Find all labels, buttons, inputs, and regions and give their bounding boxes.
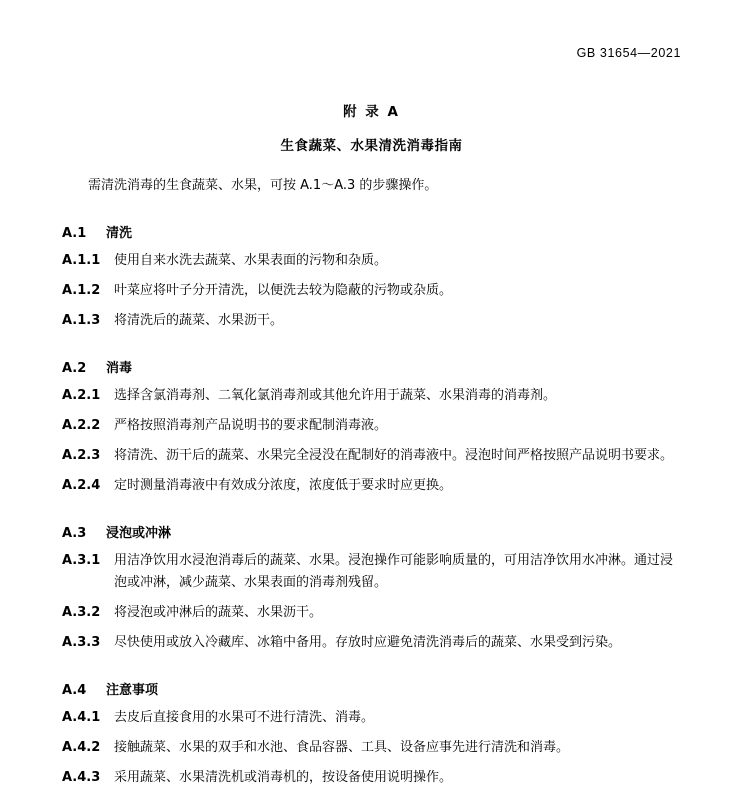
clause-a2-1 bbox=[62, 385, 681, 406]
clause-a1-3 bbox=[62, 310, 681, 331]
clause-text: 严格按照消毒剂产品说明书的要求配制消毒液。 bbox=[114, 418, 388, 434]
clause-a3-3 bbox=[62, 632, 681, 653]
clause-number: A.1.3 bbox=[62, 313, 101, 329]
clause-a3-2 bbox=[62, 602, 681, 623]
section-title: 浸泡或冲淋 bbox=[106, 526, 172, 542]
clause-text: 去皮后直接食用的水果可不进行清洗、消毒。 bbox=[114, 709, 375, 725]
clause-number: A.2.1 bbox=[62, 388, 101, 404]
clause-number: A.3.1 bbox=[62, 553, 101, 569]
clause-number: A.2.2 bbox=[62, 418, 101, 434]
annex-label: 附 录 A bbox=[343, 104, 400, 120]
clause-number: A.3.3 bbox=[62, 634, 101, 650]
section-heading-a3 bbox=[62, 522, 681, 541]
clause-text: 将浸泡或冲淋后的蔬菜、水果沥干。 bbox=[114, 604, 323, 620]
clause-number: A.3.2 bbox=[62, 604, 101, 620]
clause-text: 将清洗后的蔬菜、水果沥干。 bbox=[114, 313, 284, 329]
clause-number: A.4.2 bbox=[62, 739, 101, 755]
clause-text: 将清洗、沥干后的蔬菜、水果完全浸没在配制好的消毒液中。浸泡时间严格按照产品说明书要求。 bbox=[114, 448, 674, 464]
clause-number: A.1.2 bbox=[62, 283, 101, 299]
section-heading-a4 bbox=[62, 679, 681, 698]
clause-a2-4 bbox=[62, 475, 681, 496]
clause-text: 采用蔬菜、水果清洗机或消毒机的，按设备使用说明操作。 bbox=[114, 769, 453, 785]
section-title: 清洗 bbox=[106, 226, 133, 242]
clause-number: A.1.1 bbox=[62, 253, 101, 269]
clause-a1-1 bbox=[62, 250, 681, 271]
clause-number: A.4.3 bbox=[62, 769, 101, 785]
clause-text: 定时测量消毒液中有效成分浓度，浓度低于要求时应更换。 bbox=[114, 478, 453, 494]
standard-code-header: GB 31654—2021 bbox=[576, 46, 681, 60]
clause-a4-2 bbox=[62, 737, 681, 758]
clause-number: A.2.4 bbox=[62, 478, 101, 494]
clause-text: 接触蔬菜、水果的双手和水池、食品容器、工具、设备应事先进行清洗和消毒。 bbox=[114, 739, 570, 755]
clause-a2-2 bbox=[62, 415, 681, 436]
annex-title: 生食蔬菜、水果清洗消毒指南 bbox=[280, 138, 463, 154]
section-number: A.1 bbox=[62, 226, 87, 242]
clause-number: A.4.1 bbox=[62, 709, 101, 725]
clause-text: 叶菜应将叶子分开清洗，以便洗去较为隐蔽的污物或杂质。 bbox=[114, 283, 453, 299]
section-title: 消毒 bbox=[106, 361, 133, 377]
clause-a1-2 bbox=[62, 280, 681, 301]
clause-text: 选择含氯消毒剂、二氧化氯消毒剂或其他允许用于蔬菜、水果消毒的消毒剂。 bbox=[114, 388, 557, 404]
section-number: A.3 bbox=[62, 526, 87, 542]
section-heading-a2 bbox=[62, 357, 681, 376]
clause-text: 用洁净饮用水浸泡消毒后的蔬菜、水果。浸泡操作可能影响质量的，可用洁净饮用水冲淋。通过浸泡或冲淋，减少蔬菜、水果表面的消毒剂残留。 bbox=[114, 553, 674, 590]
section-number: A.4 bbox=[62, 682, 87, 698]
clause-number: A.2.3 bbox=[62, 448, 101, 464]
clause-a2-3 bbox=[62, 445, 681, 466]
section-title: 注意事项 bbox=[106, 682, 159, 698]
section-number: A.2 bbox=[62, 361, 87, 377]
clause-text: 使用自来水洗去蔬菜、水果表面的污物和杂质。 bbox=[114, 253, 388, 269]
clause-a3-1 bbox=[62, 550, 681, 592]
section-heading-a1 bbox=[62, 222, 681, 241]
clause-a4-3 bbox=[62, 767, 681, 788]
clause-a4-1 bbox=[62, 707, 681, 728]
clause-text: 尽快使用或放入冷藏库、冰箱中备用。存放时应避免清洗消毒后的蔬菜、水果受到污染。 bbox=[114, 634, 622, 650]
annex-intro: 需清洗消毒的生食蔬菜、水果，可按 A.1～A.3 的步骤操作。 bbox=[88, 178, 438, 193]
